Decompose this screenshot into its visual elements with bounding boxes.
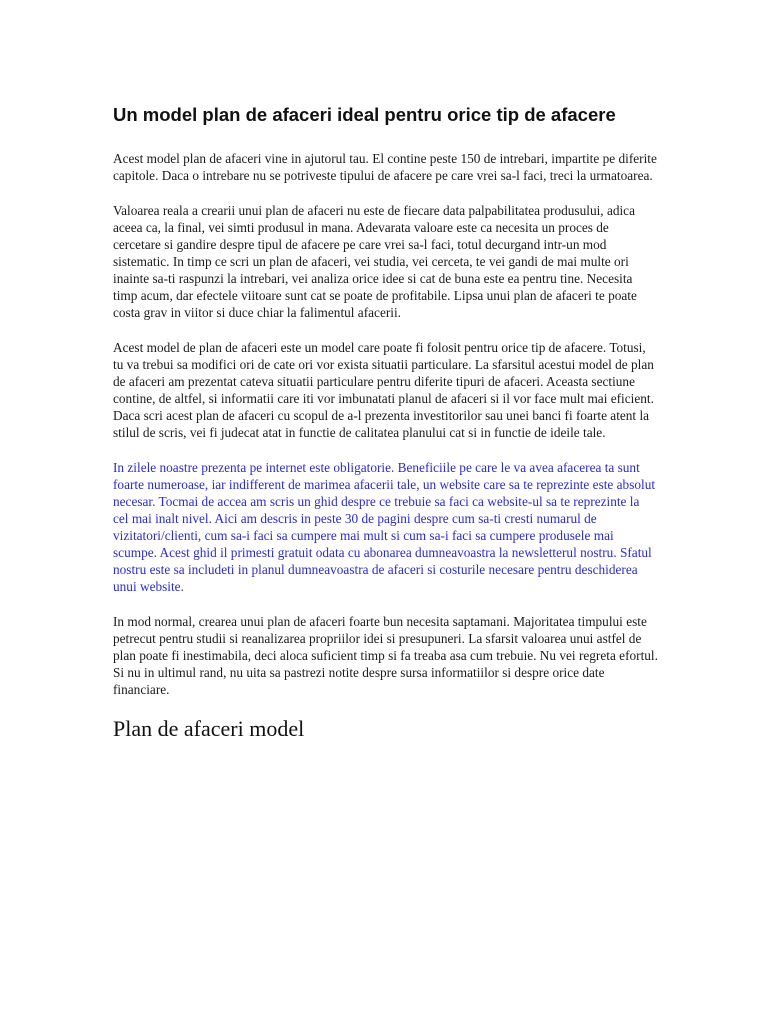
paragraph-conclusion: In mod normal, crearea unui plan de afaceri foarte bun necesita saptamani. Majoritatea timpului este petrecut pentru studii si reanalizarea propriilor idei si presupuneri. La sfarsit valoarea unui astfel de plan poate fi inestimabila, deci aloca suficient timp si fa treaba asa cum trebuie. Nu vei regreta efortul. Si nu in ultimul rand, nu uita sa pastrezi notite despre sursa informatiilor si despre orice date financiare. xyxy=(113,614,658,697)
paragraph-website-guide[interactable]: In zilele noastre prezenta pe internet este obligatorie. Beneficiile pe care le va avea afacerea ta sunt foarte numeroase, iar indifferent de marimea afacerii tale, un website care sa te reprezinte este absolut necesar. Tocmai de accea am scris un ghid despre ce trebuie sa faci ca website-ul sa te reprezinte la cel mai inalt nivel. Aici am descris in peste 30 de pagini despre cum sa-ti cresti numarul de vizitatori/clienti, cum sa-i faci sa cumpere mai mult si cum sa-i faci sa cumpere produsele mai scumpe. Acest ghid il primesti gratuit odata cu abonarea dumneavoastra la newsletterul nostru. Sfatul nostru este sa includeti in planul dumneavoastra de afaceri si costurile necesare pentru deschiderea unui website. xyxy=(113,460,656,594)
paragraph-usage: Acest model de plan de afaceri este un model care poate fi folosit pentru orice tip de afacere. Totusi, tu va trebui sa modifici ori de cate ori vor exista situatii particulare. La sfarsitul acestui model de plan de afaceri am prezentat cateva situatii particulare pentru diferite tipuri de afaceri. Aceasta sectiune contine, de altfel, si informatii care iti vor imbunatati planul de afaceri si il vor face mult mai eficient. Daca scri acest plan de afaceri cu scopul de a-l prezenta investitorilor sau unei banci fi foarte atent la stilul de scris, vei fi judecat atat in functie de calitatea planului cat si in functie de ideile tale. xyxy=(113,340,654,440)
document-title: Un model plan de afaceri ideal pentru orice tip de afacere xyxy=(113,104,616,125)
paragraph-intro: Acest model plan de afaceri vine in ajutorul tau. El contine peste 150 de intrebari, impartite pe diferite capitole. Daca o intrebare nu se potriveste tipului de afacere pe care vrei sa-l faci, treci la urmatoarea. xyxy=(113,151,657,183)
document-content xyxy=(113,104,658,742)
section-heading: Plan de afaceri model xyxy=(113,716,305,741)
paragraph-value: Valoarea reala a crearii unui plan de afaceri nu este de fiecare data palpabilitatea produsului, adica aceea ca, la final, vei simti produsul in mana. Adevarata valoare este ca necesita un proces de cercetare si gandire despre tipul de afacere pe care vrei sa-l faci, totul decurgand intr-un mod sistematic. In timp ce scri un plan de afaceri, vei studia, vei cerceta, te vei gandi de mai multe ori inainte sa-ti raspunzi la intrebari, vei analiza orice idee si cat de buna este ea pentru tine. Necesita timp acum, dar efectele viitoare sunt cat se poate de profitabile. Lipsa unui plan de afaceri te poate costa grav in viitor si duce chiar la falimentul afacerii. xyxy=(113,203,637,320)
